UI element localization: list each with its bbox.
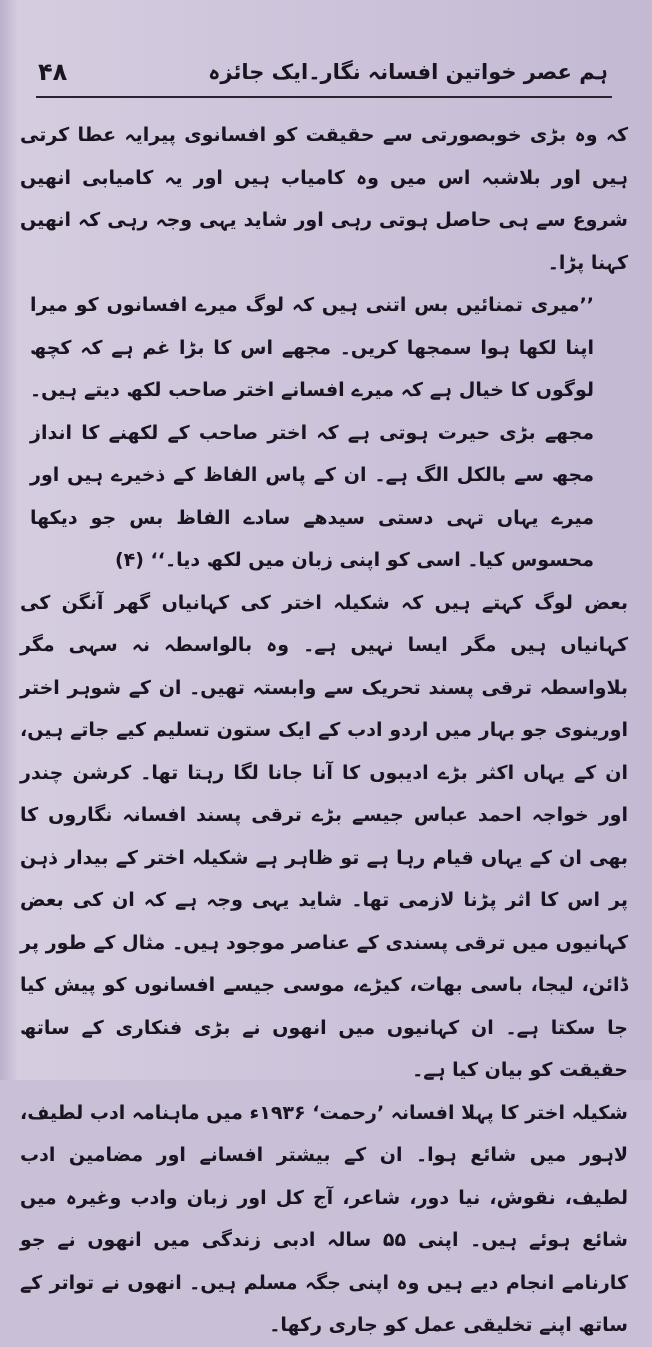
page-number: ۴۸ — [38, 58, 68, 86]
paragraph-progressive-influence: بعض لوگ کہتے ہیں کہ شکیلہ اختر کی کہانیاں گھر آنگن کی کہانیاں ہیں مگر ایسا نہیں ہے۔ وہ بالواسطہ نہ سہی مگر بلاواسطہ ترقی پسند تحریک سے وابستہ تھیں۔ ان کے شوہر اختر اورینوی جو بہار میں اردو ادب کے ایک ستون تسلیم کیے جاتے ہیں، ان کے یہاں اکثر بڑے ادیبوں کا آنا جانا لگا رہتا تھا۔ کرشن چندر اور خواجہ احمد عباس جیسے بڑے ترقی پسند افسانہ نگاروں کا بھی ان کے یہاں قیام رہا ہے تو ظاہر ہے شکیلہ اختر کے بیدار ذہن پر اس کا اثر پڑنا لازمی تھا۔ شاید یہی وجہ ہے کہ ان کی بعض کہانیوں میں ترقی پسندی کے عناصر موجود ہیں۔ مثال کے طور پر ڈائن، لیجا، باسی بھات، کیڑے، موسی جیسے افسانوں کو پیش کیا جا سکتا ہے۔ ان کہانیوں میں انھوں نے بڑی فنکاری کے ساتھ حقیقت کو بیان کیا ہے۔ — [20, 591, 628, 1081]
block-quote: ’’میری تمنائیں بس اتنی ہیں کہ لوگ میرے افسانوں کو میرا اپنا لکھا ہوا سمجھا کریں۔ مجھے اس کا بڑا غم ہے کہ کچھ لوگوں کا خیال ہے کہ میرے افسانے اختر صاحب لکھ دیتے ہیں۔ مجھے بڑی حیرت ہوتی ہے کہ اختر صاحب کے لکھنے کا انداز مجھ سے بالکل الگ ہے۔ ان کے پاس الفاظ کے ذخیرے ہیں اور میرے یہاں تہی دستی سیدھے سادے الفاظ بس جو دیکھا محسوس کیا۔ اسی کو اپنی زبان میں لکھ دیا۔‘‘ (۴) — [30, 294, 594, 571]
header-divider — [36, 96, 612, 98]
paragraph-first-story: شکیلہ اختر کا پہلا افسانہ ’رحمت‘ ۱۹۳۶ء میں ماہنامہ ادب لطیف، لاہور میں شائع ہوا۔ ان کے بیشتر افسانے اور مضامین ادب لطیف، نقوش، نیا دور، شاعر، آج کل اور زبان وادب وغیرہ میں شائع ہوئے ہیں۔ اپنی ۵۵ سالہ ادبی زندگی میں انھوں نے جو کارنامے انجام دیے ہیں وہ اپنی جگہ مسلم ہیں۔ انھوں نے تواتر کے ساتھ اپنے تخلیقی عمل کو جاری رکھا۔ — [20, 1101, 628, 1336]
body-text — [20, 114, 628, 1347]
running-header — [38, 56, 608, 96]
paragraph-intro: کہ وہ بڑی خوبصورتی سے حقیقت کو افسانوی پیرایہ عطا کرتی ہیں اور بلاشبہ اس میں وہ کامیاب ہیں اور یہ کامیابی انھیں شروع سے ہی حاصل ہوتی رہی اور شاید یہی وجہ رہی کہ انھیں کہنا پڑا۔ — [20, 124, 628, 274]
page-edge-shadow — [0, 0, 18, 1080]
running-header-title: ہم عصر خواتین افسانہ نگار۔ایک جائزہ — [208, 60, 608, 84]
